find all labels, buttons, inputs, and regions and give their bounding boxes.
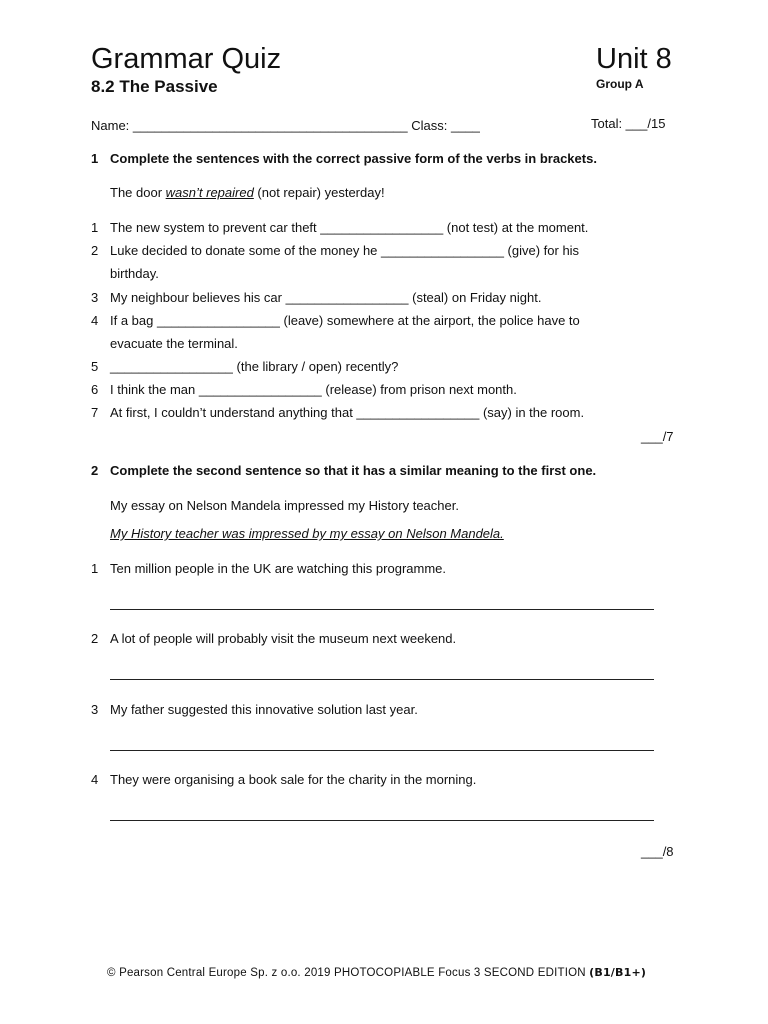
s1-item-number: 4 [91,313,99,328]
s1-item-text: If a bag _________________ (leave) somewhere at the airport, the police have to [110,313,580,328]
section-2-heading [91,463,596,478]
quiz-subtitle: 8.2 The Passive [91,77,218,96]
section-2-number: 2 [91,463,99,478]
s1-item-text: The new system to prevent car theft _________________ (not test) at the moment. [110,220,589,235]
s1-item-text: At first, I couldn’t understand anything that _________________ (say) in the room. [110,405,585,420]
section-2-example-answer [110,526,504,541]
section-1-score: ___/7 [641,429,674,444]
example-answer: wasn’t repaired [165,185,254,200]
footer-copyright [107,966,646,979]
example-answer: My History teacher was impressed by my essay on Nelson Mandela. [110,526,504,541]
quiz-title: Grammar Quiz [91,43,282,75]
s2-item-number: 3 [91,702,99,717]
s1-item-text: _________________ (the library / open) recently? [110,359,399,374]
section-1-instruction: Complete the sentences with the correct passive form of the verbs in brackets. [110,151,597,166]
s1-item-number: 1 [91,220,99,235]
s1-item-text: My neighbour believes his car _________________ (steal) on Friday night. [110,290,542,305]
example-prefix: The door [110,185,166,200]
s1-item-number: 2 [91,243,99,258]
s2-item-text: A lot of people will probably visit the museum next weekend. [110,631,457,646]
footer-level: (B1/B1+) [589,966,647,979]
s2-item-number: 1 [91,561,99,576]
section-1-example [110,185,385,200]
s1-item-text: birthday. [110,266,159,281]
s2-item-text: My father suggested this innovative solution last year. [110,702,418,717]
s1-item-number: 5 [91,359,99,374]
s1-item-text: evacuate the terminal. [110,336,238,351]
s1-item-number: 7 [91,405,99,420]
s2-item-number: 4 [91,772,99,787]
section-2-example-sentence: My essay on Nelson Mandela impressed my History teacher. [110,498,459,513]
s2-item-number: 2 [91,631,99,646]
group-label: Group A [596,77,644,91]
section-1-heading [91,151,597,166]
name-class-line: Name: ______________________________________ Class: ____ [91,118,480,133]
section-2-instruction: Complete the second sentence so that it has a similar meaning to the first one. [110,463,597,478]
s1-item-number: 6 [91,382,99,397]
s2-item-text: They were organising a book sale for the charity in the morning. [110,772,477,787]
answer-line[interactable] [110,750,654,751]
answer-line[interactable] [110,820,654,821]
footer-text: © Pearson Central Europe Sp. z o.o. 2019 PHOTOCOPIABLE Focus 3 SECOND EDITION [107,967,590,979]
unit-label: Unit 8 [596,43,672,75]
s1-item-text: I think the man _________________ (release) from prison next month. [110,382,517,397]
s2-item-text: Ten million people in the UK are watching this programme. [110,561,447,576]
example-suffix: (not repair) yesterday! [253,185,385,200]
answer-line[interactable] [110,609,654,610]
section-1-number: 1 [91,151,99,166]
s1-item-text: Luke decided to donate some of the money he _________________ (give) for his [110,243,580,258]
total-score: Total: ___/15 [591,116,666,131]
section-2-score: ___/8 [641,844,674,859]
answer-line[interactable] [110,679,654,680]
s1-item-number: 3 [91,290,99,305]
